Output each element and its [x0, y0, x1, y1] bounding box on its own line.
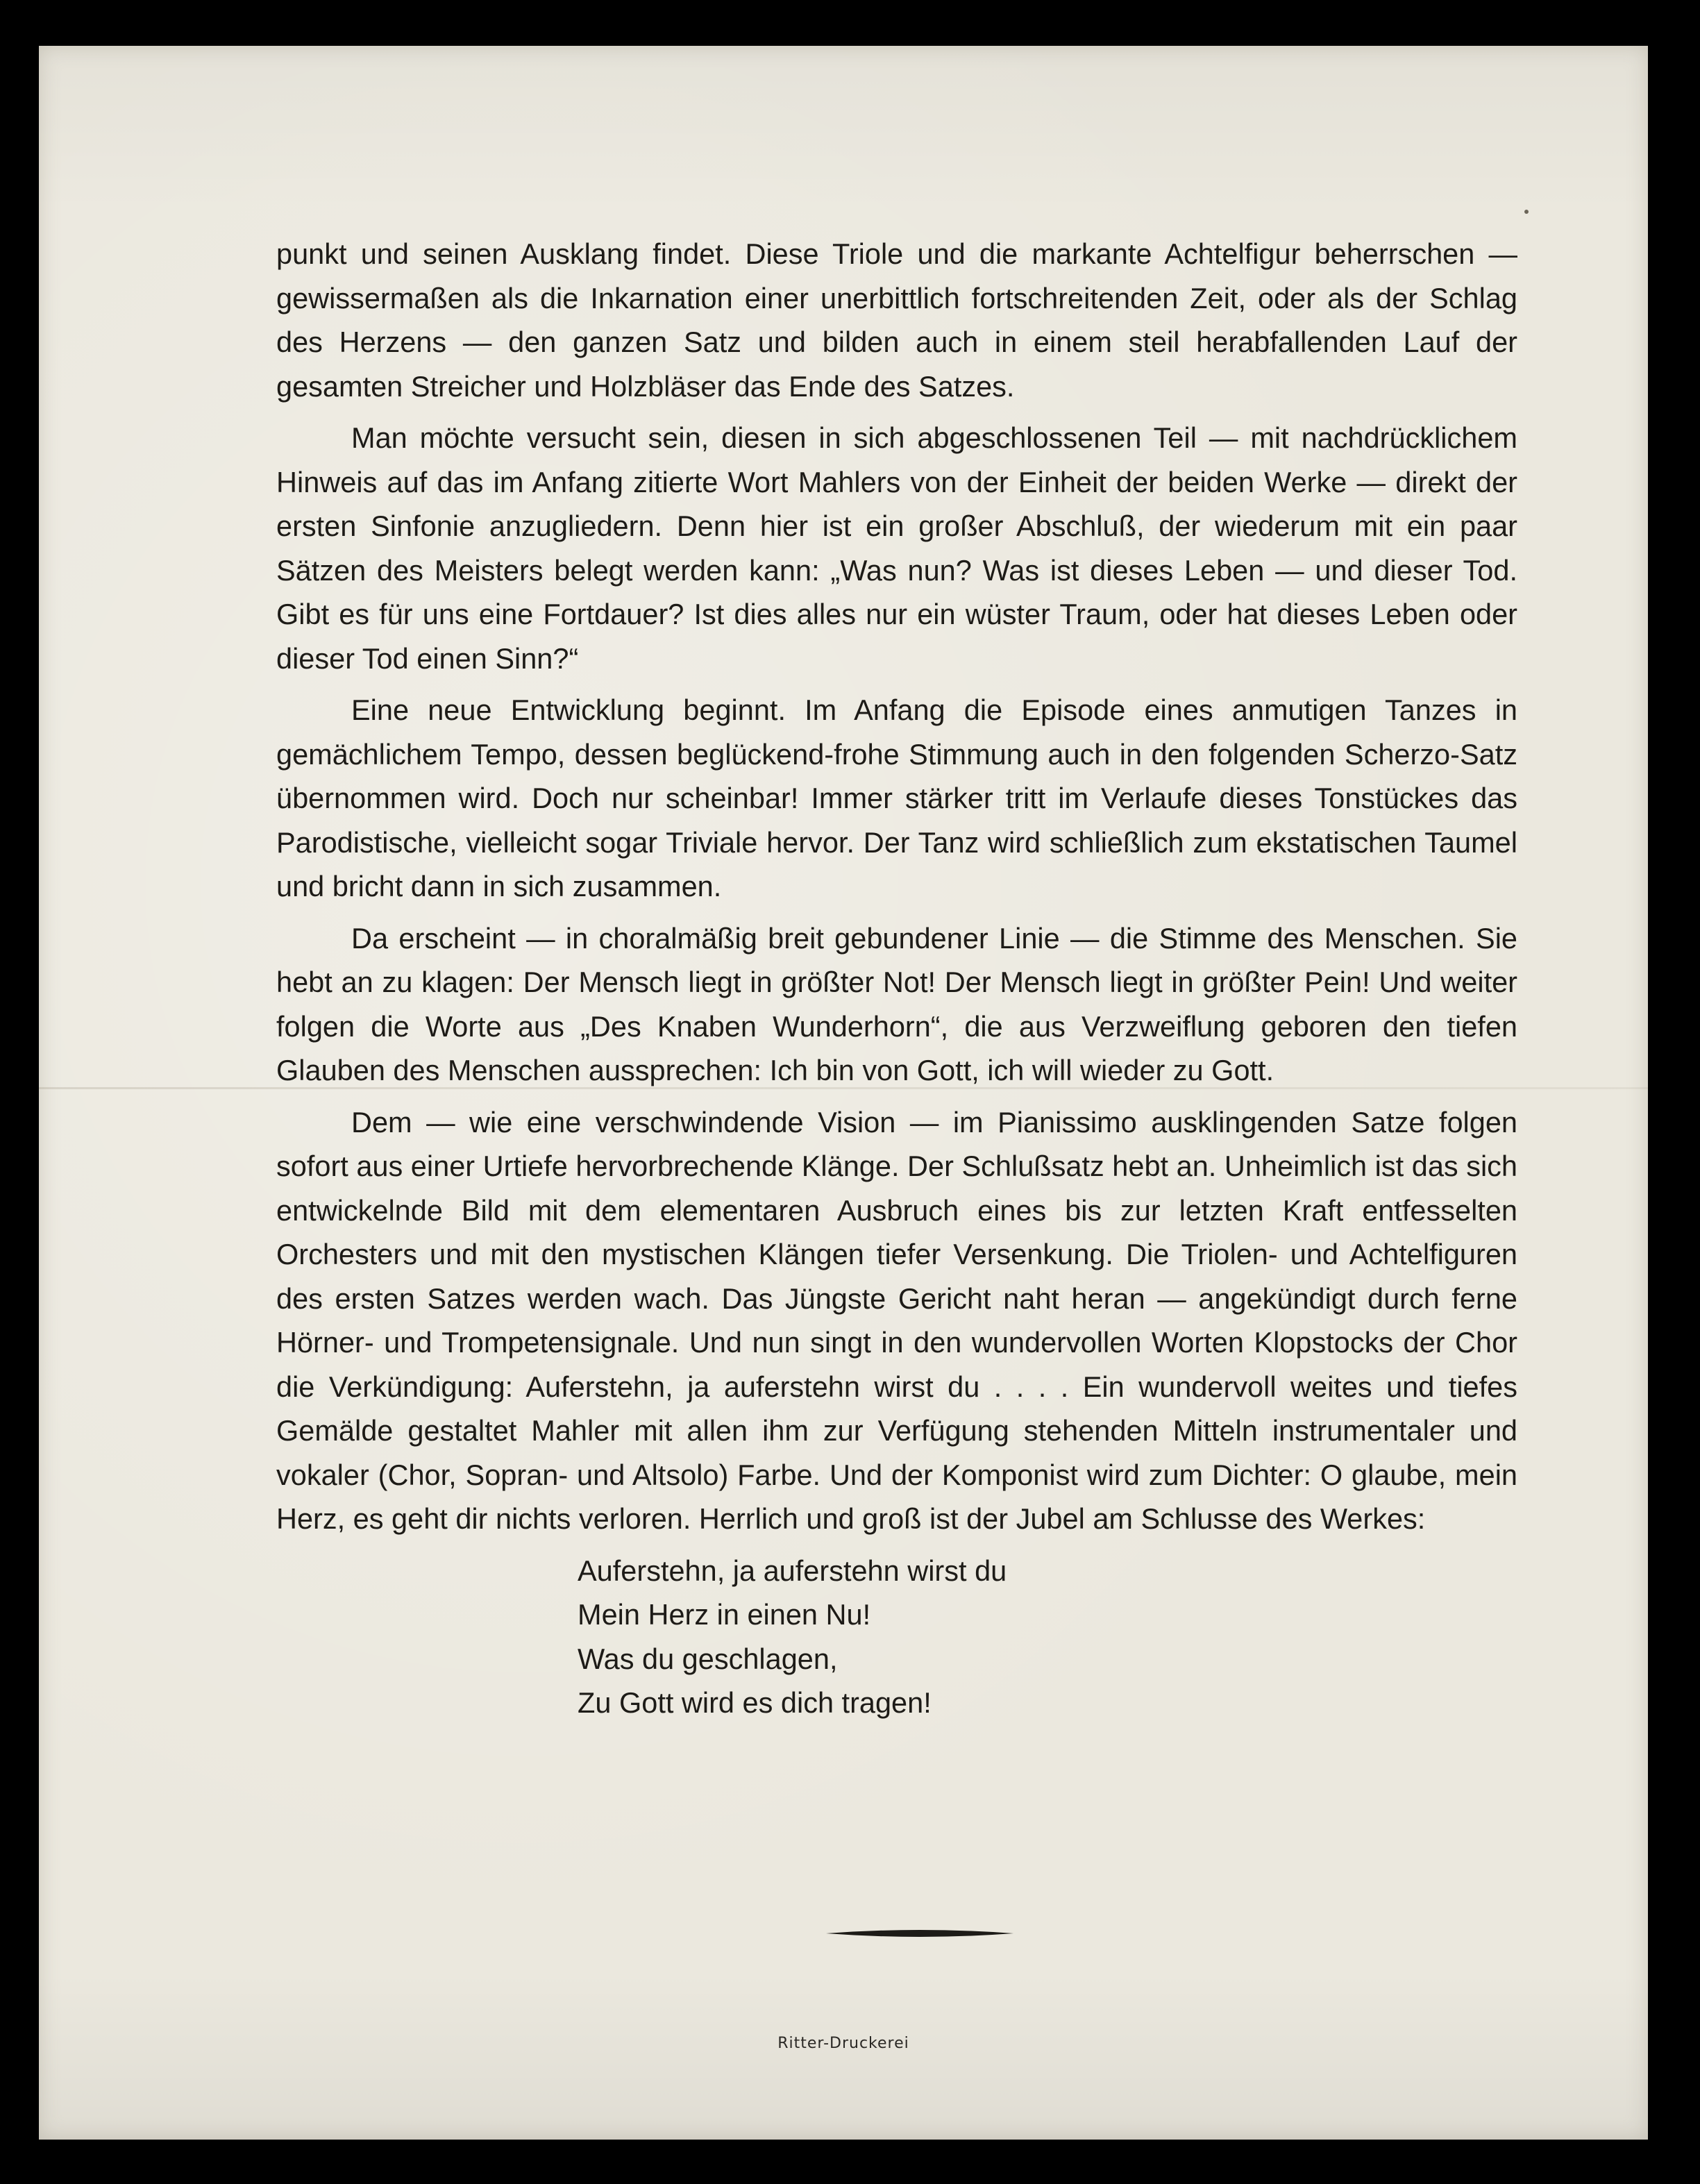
- closing-poem: [578, 1549, 1517, 1725]
- paragraph-1: punkt und seinen Ausklang findet. Diese Triole und die markante Achtelfigur beherrschen — gewissermaßen als die Inkarnation einer unerbittlich fortschreitenden Zeit, oder als der Schlag des Herzens — den ganzen Satz und bilden auch in einem steil herabfallenden Lauf der gesamten Streicher und Holzbläser das Ende des Satzes.: [276, 237, 1517, 403]
- paragraph-3: Eine neue Entwicklung beginnt. Im Anfang die Episode eines anmutigen Tanzes in gemächlichem Tempo, dessen beglückend-frohe Stimmung auch in den folgenden Scherzo-Satz übernommen wird. Doch nur scheinbar! Immer stärker tritt im Verlaufe dieses Tonstückes das Parodistische, vielleicht sogar Triviale hervor. Der Tanz wird schließlich zum ekstatischen Taumel und bricht dann in sich zusammen.: [276, 694, 1517, 902]
- paragraph-4: Da erscheint — in choralmäßig breit gebundener Linie — die Stimme des Menschen. Sie hebt an zu klagen: Der Mensch liegt in größter Not! Der Mensch liegt in größter Pein! Und weiter folgen die Worte aus „Des Knaben Wunderhorn“, die aus Verzweiflung geboren den tiefen Glauben des Menschen aussprechen: Ich bin von Gott, ich will wieder zu Gott.: [276, 921, 1517, 1086]
- poem-line-2: Mein Herz in einen Nu!: [578, 1598, 871, 1631]
- ornament-rule: [826, 1926, 1013, 1941]
- poem-line-3: Was du geschlagen,: [578, 1642, 838, 1675]
- poem-line-4: Zu Gott wird es dich tragen!: [578, 1686, 932, 1719]
- paragraph-2: Man möchte versucht sein, diesen in sich abgeschlossenen Teil — mit nachdrücklichem Hinweis auf das im Anfang zitierte Wort Mahlers von der Einheit der beiden Werke — direkt der ersten Sinfonie anzugliedern. Denn hier ist ein großer Abschluß, der wiederum mit ein paar Sätzen des Meisters belegt werden kann: „Was nun? Was ist dieses Leben — und dieser Tod. Gibt es für uns eine Fortdauer? Ist dies alles nur ein wüster Traum, oder hat dieses Leben oder dieser Tod einen Sinn?“: [276, 421, 1517, 675]
- page-sheet: [39, 46, 1648, 2140]
- poem-line-1: Auferstehn, ja auferstehn wirst du: [578, 1554, 1007, 1587]
- body-text: [276, 232, 1517, 1725]
- paper-speck: [1524, 210, 1529, 214]
- printer-imprint: Ritter-Druckerei: [777, 2035, 909, 2052]
- paragraph-5: Dem — wie eine verschwindende Vision — im Pianissimo ausklingenden Satze folgen sofort aus einer Urtiefe hervorbrechende Klänge. Der Schlußsatz hebt an. Unheimlich ist das sich entwickelnde Bild mit dem elementaren Ausbruch eines bis zur letzten Kraft entfesselten Orchesters und mit den mystischen Klängen tiefer Versenkung. Die Triolen- und Achtelfiguren des ersten Satzes werden wach. Das Jüngste Gericht naht heran — angekündigt durch ferne Hörner- und Trompetensignale. Und nun singt in den wundervollen Worten Klopstocks der Chor die Verkündigung: Auferstehn, ja auferstehn wirst du . . . . Ein wundervoll weites und tiefes Gemälde gestaltet Mahler mit allen ihm zur Verfügung stehenden Mitteln instrumentaler und vokaler (Chor, Sopran- und Altsolo) Farbe. Und der Komponist wird zum Dichter: O glaube, mein Herz, es geht dir nichts verloren. Herrlich und groß ist der Jubel am Schlusse des Werkes:: [276, 1105, 1517, 1535]
